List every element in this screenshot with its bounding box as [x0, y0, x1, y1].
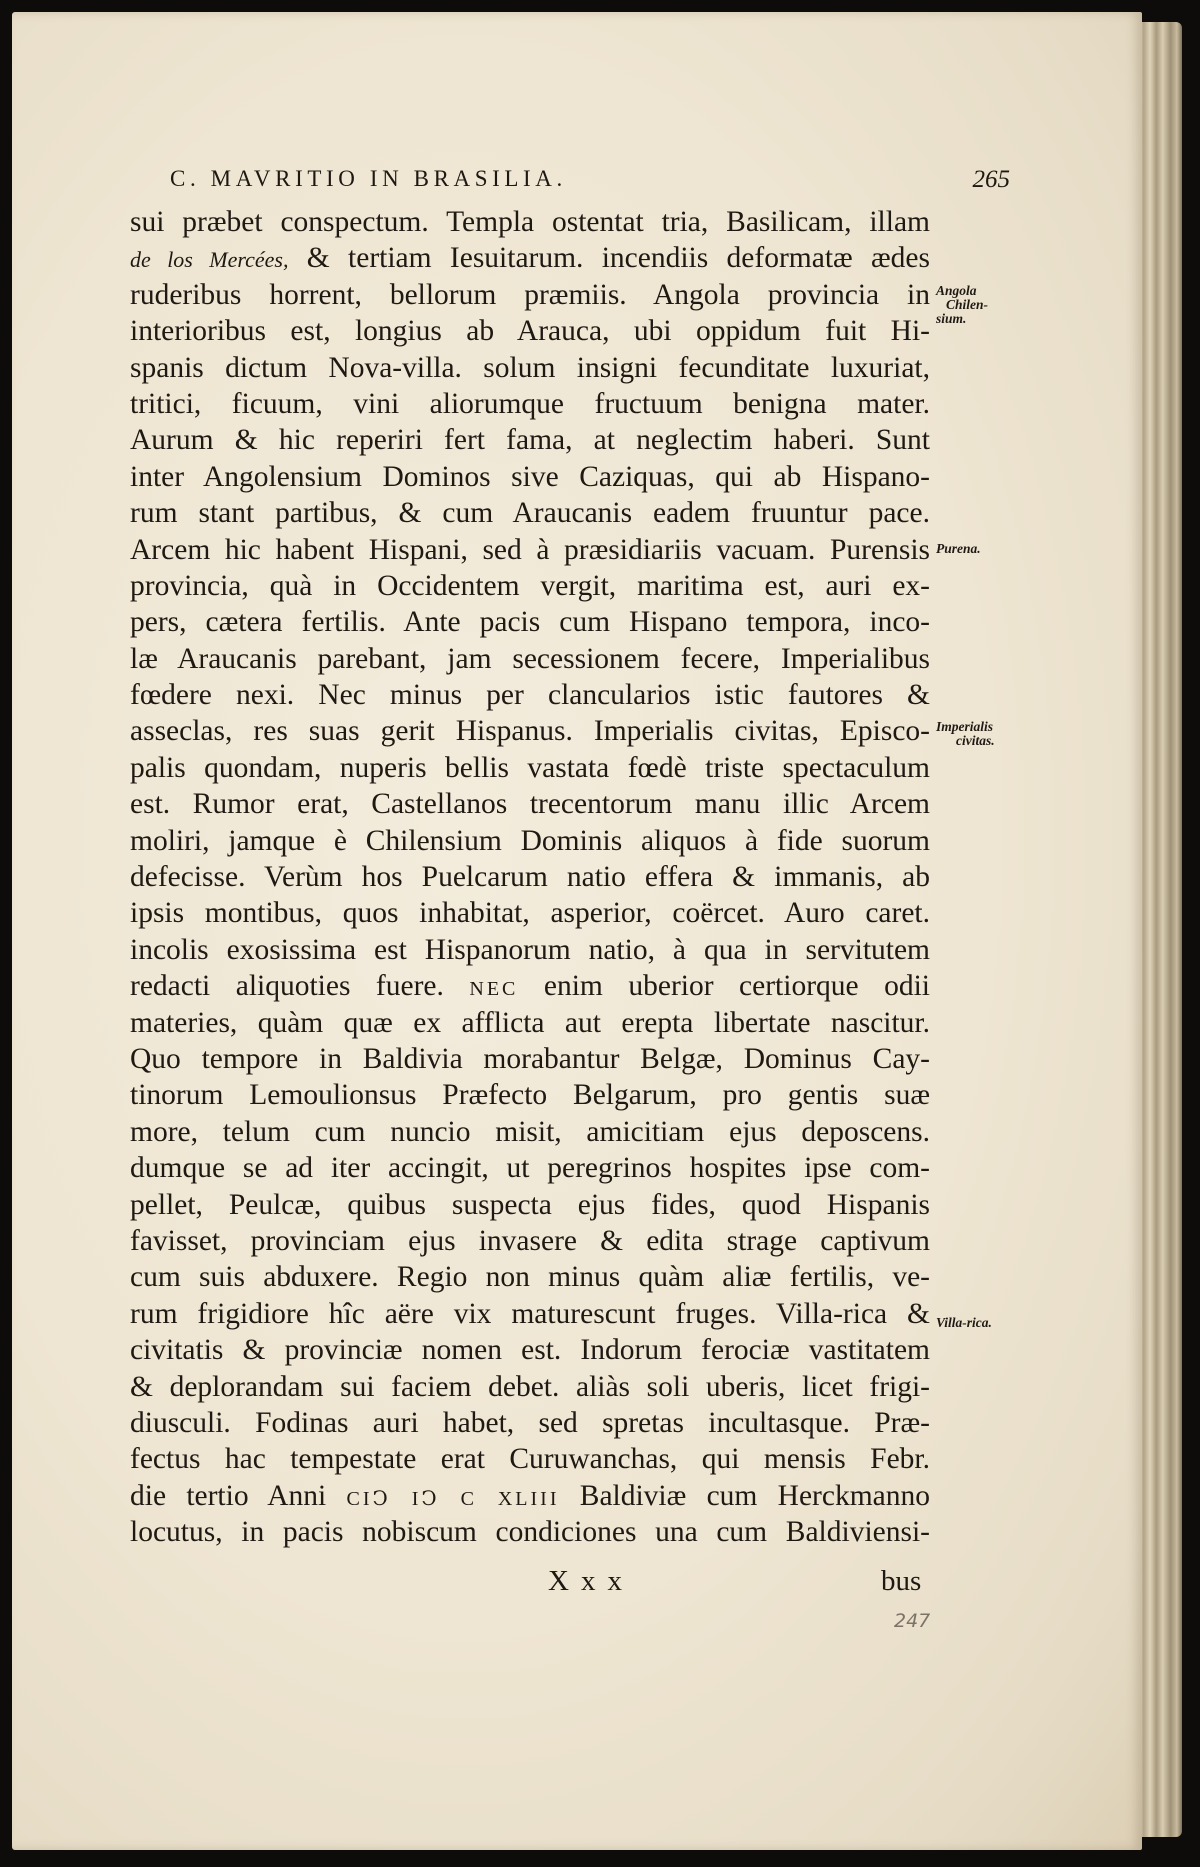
text-line: Quo tempore in Baldivia morabantur Belgæ, Dominus Cay- [130, 1042, 930, 1075]
line-part: redacti aliquoties fuere. [130, 970, 470, 1003]
margin-note-imperialis [936, 720, 1016, 748]
text-line: more, telum cum nuncio misit, amicitiam ejus deposcens. [130, 1115, 930, 1148]
text-line: spanis dictum Nova-villa. solum insigni fecunditate luxuriat, [130, 351, 930, 384]
margin-line: Purena. [936, 541, 981, 556]
text-line: fœdere nexi. Nec minus per clancularios istic fautores & [130, 679, 930, 712]
line-part: Baldiviæ cum Herckmanno [559, 1479, 931, 1512]
italic-phrase: de los Mercées, [130, 247, 289, 273]
text-line: incolis exosissima est Hispanorum natio, à qua in servitutem [130, 933, 930, 966]
line-part: enim uberior certiorque odii [518, 970, 930, 1003]
text-line: pellet, Peulcæ, quibus suspecta ejus fides, quod Hispanis [130, 1188, 930, 1221]
margin-line: civitas. [956, 733, 995, 748]
running-head [130, 166, 1010, 200]
margin-line: Villa-rica. [936, 1315, 992, 1330]
text-line: Aurum & hic reperiri fert fama, at neglectim haberi. Sunt [130, 424, 930, 457]
text-line: inter Angolensium Dominos sive Caziquas, qui ab Hispano- [130, 460, 930, 493]
margin-line: Imperialis [936, 719, 994, 734]
line-rest: & tertiam Iesuitarum. incendiis deformatæ ædes [288, 242, 930, 275]
text-line: tritici, ficuum, vini aliorumque fructuum benigna mater. [130, 387, 930, 420]
text-line: asseclas, res suas gerit Hispanus. Imperialis civitas, Episco- [130, 715, 930, 748]
margin-note-angola [936, 284, 1016, 326]
text-line: est. Rumor erat, Castellanos trecentorum manu illic Arcem [130, 788, 930, 821]
signature-mark: Xxx [548, 1565, 634, 1597]
pencil-folio-number: 247 [894, 1610, 931, 1632]
text-line: fectus hac tempestate erat Curuwanchas, qui mensis Febr. [130, 1443, 930, 1476]
text-line: moliri, jamque è Chilensium Dominis aliquos à fide suorum [130, 824, 930, 857]
page-number: 265 [972, 166, 1010, 193]
text-line: interioribus est, longius ab Arauca, ubi oppidum fuit Hi- [130, 315, 930, 348]
text-line: diusculi. Fodinas auri habet, sed spretas incultasque. Præ- [130, 1406, 930, 1439]
catchword: bus [881, 1565, 922, 1597]
margin-line: sium. [936, 311, 967, 326]
text-line: provincia, quà in Occidentem vergit, maritima est, auri ex- [130, 569, 930, 602]
margin-note-villarica [936, 1316, 1016, 1330]
margin-line: Chilen- [946, 297, 989, 312]
text-line: rum stant partibus, & cum Araucanis eadem fruuntur pace. [130, 497, 930, 530]
margin-line: Angola [936, 283, 977, 298]
text-line: & deplorandam sui faciem debet. aliàs soli uberis, licet frigi- [130, 1370, 930, 1403]
book-page [12, 12, 1142, 1850]
text-line: dumque se ad iter accingit, ut peregrinos hospites ipse com- [130, 1152, 930, 1185]
text-line: læ Araucanis parebant, jam secessionem fecere, Imperialibus [130, 642, 930, 675]
text-line: cum suis abduxere. Regio non minus quàm aliæ fertilis, ve- [130, 1261, 930, 1294]
running-title: C. MAVRITIO IN BRASILIA. [170, 166, 567, 191]
text-line: favisset, provinciam ejus invasere & edita strage captivum [130, 1224, 930, 1257]
line-part: die tertio Anni [130, 1479, 347, 1512]
text-line [130, 240, 930, 276]
text-line: defecisse. Verùm hos Puelcarum natio effera & immanis, ab [130, 861, 930, 894]
text-line: locutus, in pacis nobiscum condiciones una cum Baldiviensi- [130, 1516, 930, 1549]
text-line: ipsis montibus, quos inhabitat, asperior, coërcet. Auro caret. [130, 897, 930, 930]
roman-year: CIↃ IↃ C XLIII [346, 1487, 560, 1510]
margin-note-purena [936, 542, 1016, 556]
text-line: pers, cætera fertilis. Ante pacis cum Hispano tempora, inco- [130, 606, 930, 639]
text-line [130, 1478, 930, 1514]
text-line: ruderibus horrent, bellorum præmiis. Angola provincia in [130, 278, 930, 311]
small-caps-word: NEC [469, 978, 519, 1001]
text-line [130, 968, 930, 1004]
body-text [130, 204, 930, 1550]
text-line: civitatis & provinciæ nomen est. Indorum ferociæ vastitatem [130, 1334, 930, 1367]
text-line: sui præbet conspectum. Templa ostentat tria, Basilicam, illam [130, 206, 930, 238]
text-line: tinorum Lemoulionsus Præfecto Belgarum, pro gentis suæ [130, 1079, 930, 1112]
text-line: palis quondam, nuperis bellis vastata fœdè triste spectaculum [130, 751, 930, 784]
text-line: rum frigidiore hîc aëre vix maturescunt fruges. Villa-rica & [130, 1297, 930, 1330]
text-line: materies, quàm quæ ex afflicta aut erepta libertate nascitur. [130, 1006, 930, 1039]
text-line: Arcem hic habent Hispani, sed à præsidiariis vacuam. Purensis [130, 533, 930, 566]
